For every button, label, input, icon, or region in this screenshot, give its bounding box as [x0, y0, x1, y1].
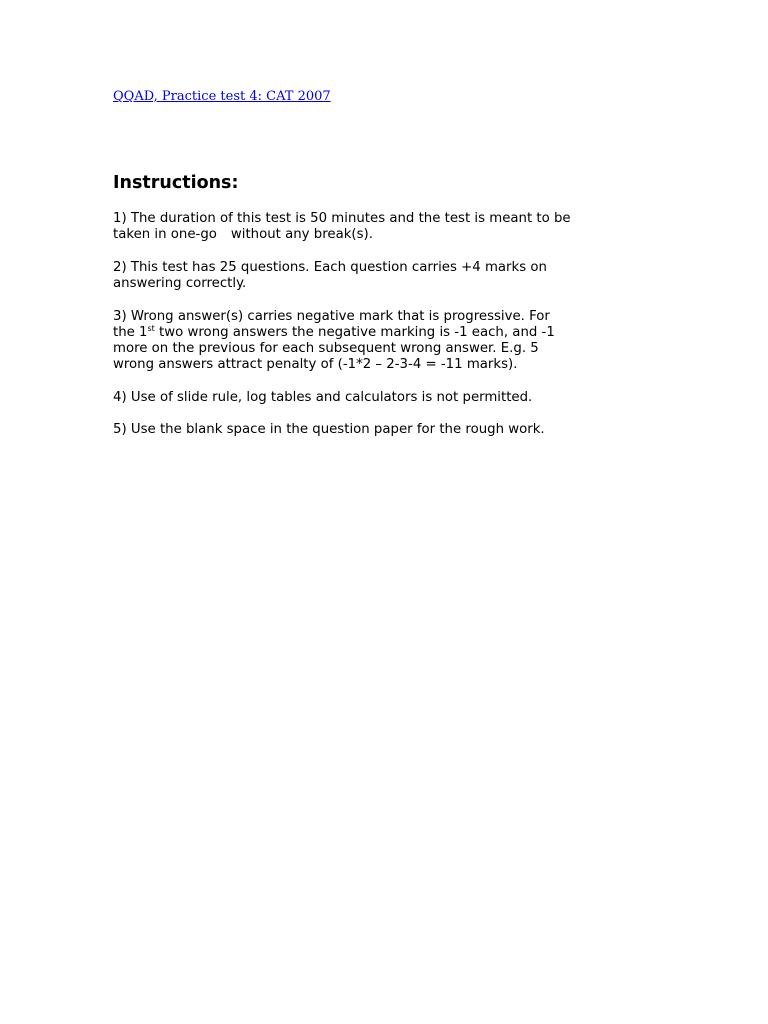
- instruction-1-line-1: 1) The duration of this test is 50 minutes and the test is meant to be: [113, 211, 571, 226]
- instruction-3-line-4: wrong answers attract penalty of (-1*2 – 2-3-4 = -11 marks).: [113, 357, 518, 373]
- instruction-2: [113, 260, 673, 292]
- instruction-1-line-2a: taken in one-go: [113, 227, 217, 243]
- instruction-3-line-2-pre: the 1: [113, 324, 148, 340]
- test-title-link[interactable]: QQAD, Practice test 4: CAT 2007: [113, 89, 331, 104]
- instruction-3-line-2: [113, 325, 673, 341]
- instruction-5: [113, 422, 673, 438]
- instruction-4: [113, 390, 673, 406]
- instruction-2-line-1: 2) This test has 25 questions. Each question carries +4 marks on: [113, 259, 547, 275]
- ordinal-superscript: st: [147, 323, 155, 333]
- instruction-2-line-2: answering correctly.: [113, 276, 247, 291]
- instruction-1: [113, 211, 673, 243]
- instruction-3-line-1: 3) Wrong answer(s) carries negative mark that is progressive. For: [113, 308, 550, 324]
- instruction-3-line-3: more on the previous for each subsequent wrong answer. E.g. 5: [113, 341, 539, 356]
- instructions-heading: Instructions:: [113, 173, 239, 193]
- instruction-1-line-2b: without any break(s).: [230, 227, 373, 243]
- instruction-3-line-2-post: two wrong answers the negative marking is -1 each, and -1: [154, 324, 555, 340]
- instruction-4-line-1: 4) Use of slide rule, log tables and calculators is not permitted.: [113, 389, 533, 405]
- instruction-3: [113, 309, 673, 374]
- instructions-list: [113, 211, 673, 455]
- instruction-5-line-1: 5) Use the blank space in the question paper for the rough work.: [113, 422, 545, 438]
- instruction-1-line-2: [113, 227, 673, 243]
